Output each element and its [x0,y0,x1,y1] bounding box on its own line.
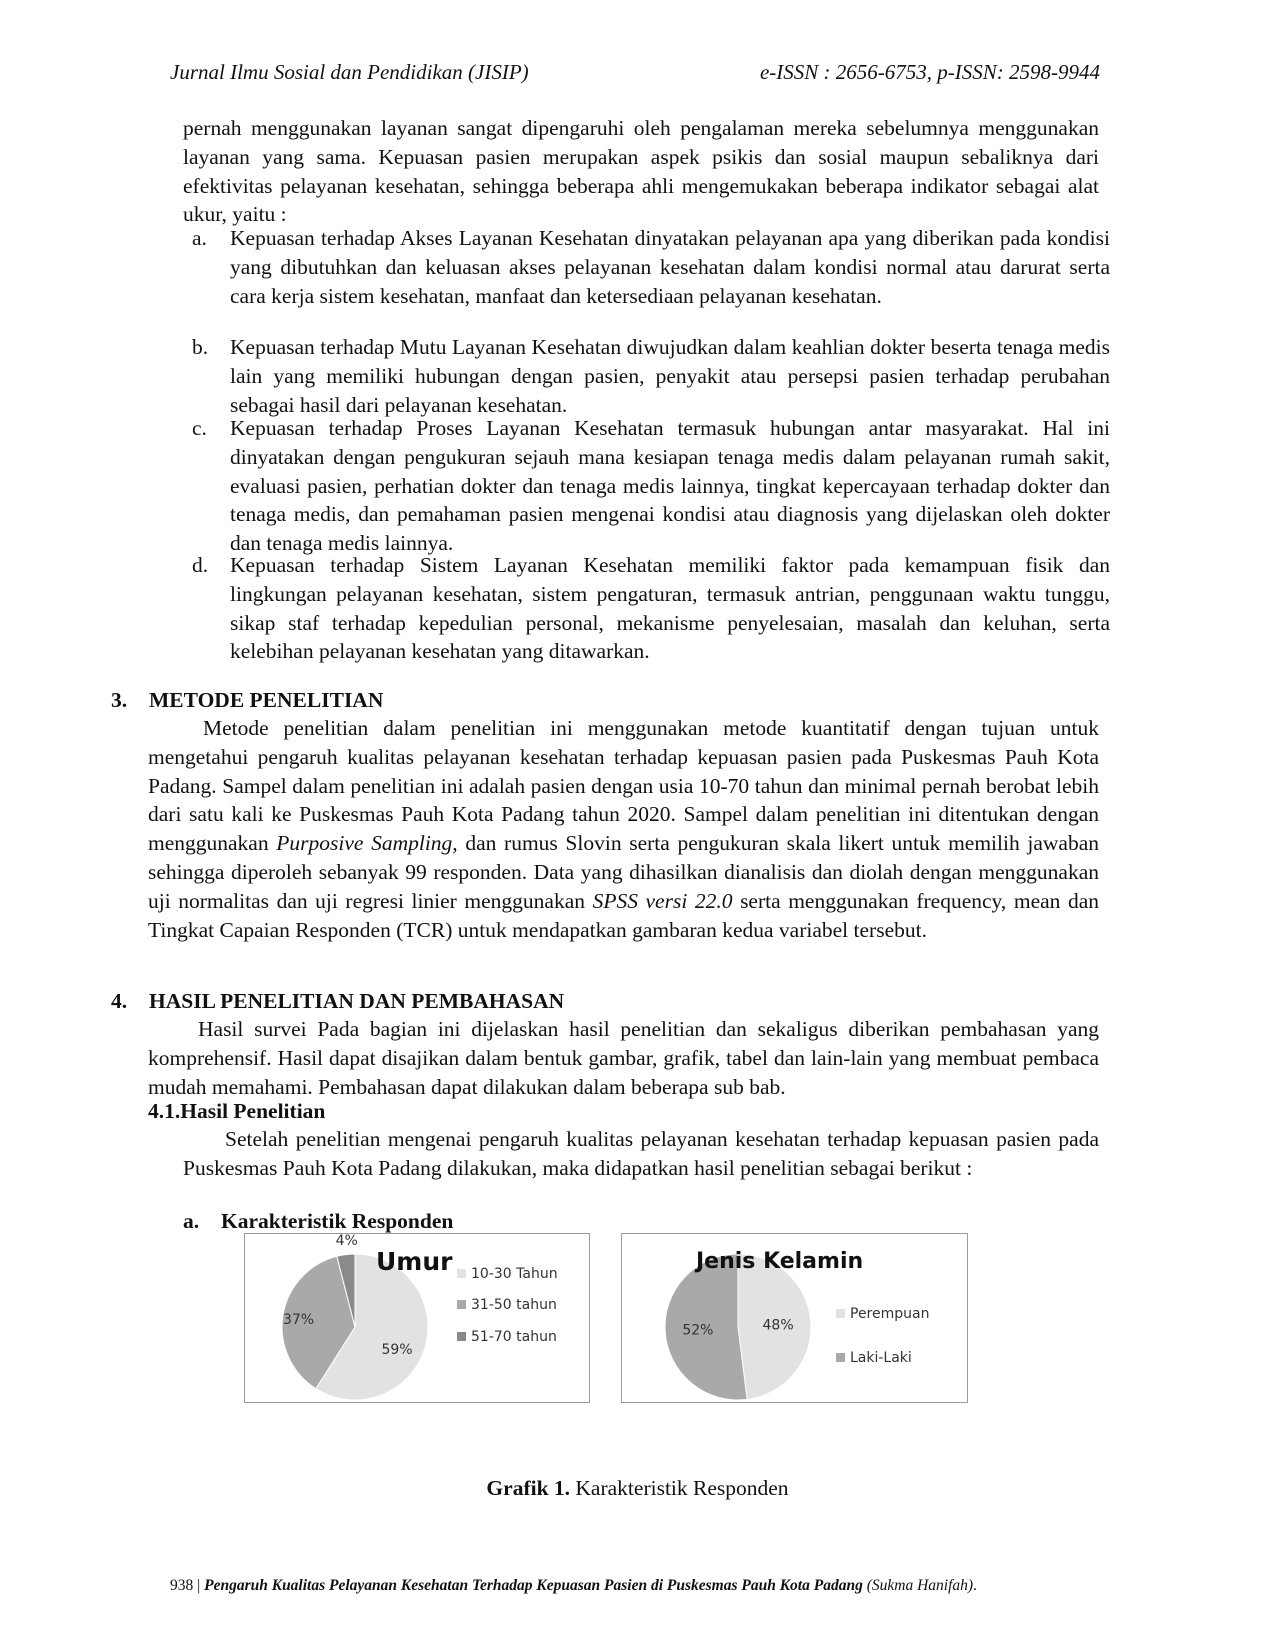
spss-version: SPSS versi 22.0 [592,888,733,913]
page-number: 938 [170,1577,194,1594]
data-label-1: 52% [682,1322,714,1339]
legend-swatch-1 [836,1353,845,1362]
legend-entry-0: 10-30 Tahun [471,1266,558,1282]
intro-paragraph: pernah menggunakan layanan sangat dipengaruhi oleh pengalaman mereka sebelumnya menggunakan layanan yang sama. Kepuasan pasien merupakan aspek psikis dan sosial maupun sebaliknya dari efektivitas pelayanan kesehatan, sehingga beberapa ahli mengemukakan beberapa indikator sebagai alat ukur, yaitu : [183,116,1099,227]
data-label-1: 37% [282,1312,315,1329]
chart-jenis-kelamin [621,1233,968,1403]
list-marker: a. [192,226,207,250]
section-number: 4. [111,989,128,1013]
list-text: Kepuasan terhadap Sistem Layanan Kesehatan memiliki faktor pada kemampuan fisik dan lingkungan pelayanan kesehatan, sistem pengaturan, termasuk antrian, penggunaan waktu tunggu, sikap staf terhadap kepedulian personal, mekanisme penyelesaian, masalah dan keluhan, serta kelebihan pelayanan kesehatan yang ditawarkan. [230,553,1110,664]
section-title: METODE PENELITIAN [149,688,384,712]
list-text: Kepuasan terhadap Mutu Layanan Kesehatan diwujudkan dalam keahlian dokter beserta tenaga medis lain yang memiliki hubungan dengan pasien, penyakit atau persepsi pasien terhadap perubahan sebagai hasil dari pelayanan kesehatan. [230,335,1110,417]
footer-article-title: Pengaruh Kualitas Pelayanan Kesehatan Terhadap Kepuasan Pasien di Puskesmas Pauh Kota Padang [204,1577,863,1594]
page-footer: 938 | Pengaruh Kualitas Pelayanan Kesehatan Terhadap Kepuasan Pasien di Puskesmas Pauh Kota Padang (Sukma Hanifah). [170,1577,977,1594]
footer-author: (Sukma Hanifah) [866,1577,974,1594]
section-title: HASIL PENELITIAN DAN PEMBAHASAN [149,989,565,1013]
pie-chart-jenis-kelamin [622,1234,967,1402]
subsection-marker: a. [183,1209,200,1233]
legend-swatch-1 [457,1300,466,1309]
caption-label: Grafik 1. [486,1476,571,1500]
list-text: Kepuasan terhadap Akses Layanan Kesehatan dinyatakan pelayanan apa yang diberikan pada kondisi yang dibutuhkan dan keluasan akses pelayanan kesehatan dalam kondisi normal atau darurat serta cara kerja sistem kesehatan, manfaat dan ketersediaan pelayanan kesehatan. [230,226,1110,308]
running-header [170,60,1100,85]
journal-name: Jurnal Ilmu Sosial dan Pendidikan (JISIP) [170,60,529,84]
data-label-2: 4% [335,1234,358,1249]
legend-swatch-2 [457,1332,466,1341]
subsection-a-heading [183,1207,453,1236]
purposive-sampling: Purposive Sampling, [276,831,458,856]
subsection-4-1-paragraph: Setelah penelitian mengenai pengaruh kualitas pelayanan kesehatan terhadap kepuasan pasien pada Puskesmas Pauh Kota Padang dilakukan, maka didapatkan hasil penelitian sebagai berikut : [183,1127,1099,1180]
legend-swatch-0 [836,1309,845,1318]
figure-caption [0,1476,1275,1501]
list-marker: d. [192,553,209,577]
chart-title: Jenis Kelamin [696,1249,864,1274]
section-4-paragraph: Hasil survei Pada bagian ini dijelaskan hasil penelitian dan sekaligus diberikan pembahasan yang komprehensif. Hasil dapat disajikan dalam bentuk gambar, grafik, tabel dan lain-lain yang membuat pembaca mudah memahami. Pembahasan dapat dilakukan dalam beberapa sub bab. [148,1017,1099,1099]
legend-entry-2: 51-70 tahun [471,1329,557,1345]
legend-entry-1: 31-50 tahun [471,1297,557,1313]
list-text: Kepuasan terhadap Proses Layanan Kesehatan termasuk hubungan antar masyarakat. Hal ini dinyatakan dengan pengukuran sejauh mana kesiapan tenaga medis dalam pelayanan rumah sakit, evaluasi pasien, perhatian dokter dan tenaga medis lainnya, tingkat kepercayaan terhadap dokter dan tenaga medis, dan pemahaman pasien mengenai kondisi atau diagnosis yang dijelaskan oleh dokter dan tenaga medis lainnya. [230,416,1110,556]
data-label-0: 59% [381,1342,413,1359]
issn: e-ISSN : 2656-6753, p-ISSN: 2598-9944 [759,60,1100,84]
legend-entry-1: Laki-Laki [850,1350,912,1366]
list-marker: b. [192,335,209,359]
data-label-0: 48% [762,1317,794,1334]
subsection-title: Karakteristik Responden [221,1209,454,1233]
section-3-heading [111,686,383,715]
legend-entry-0: Perempuan [850,1306,930,1322]
section-4-heading [111,987,564,1016]
chart-title: Umur [376,1247,453,1276]
subsection-4-1-heading: 4.1.Hasil Penelitian [148,1099,326,1123]
list-marker: c. [192,416,207,440]
section-number: 3. [111,688,128,712]
pie-chart-umur [245,1234,589,1402]
legend-swatch-0 [457,1269,466,1278]
chart-umur [244,1233,590,1403]
section-3-paragraph: Metode penelitian dalam penelitian ini menggunakan metode kuantitatif dengan tujuan untuk mengetahui pengaruh kualitas pelayanan kesehatan terhadap kepuasan pasien pada Puskesmas Pauh Kota Padang. Sampel dalam penelitian ini adalah pasien dengan usia 10-70 tahun dan minimal pernah berobat lebih dari satu kali ke Puskesmas Pauh Kota Padang tahun 2020. Sampel dalam penelitian ini ditentukan dengan menggunakan Purposive Sampling, dan rumus Slovin serta pengukuran skala likert untuk memilih jawaban sehingga diperoleh sebanyak 99 responden. Data yang dihasilkan dianalisis dan diolah dengan menggunakan uji normalitas dan uji regresi linier menggunakan SPSS versi 22.0 serta menggunakan frequency, mean dan Tingkat Capaian Responden (TCR) untuk mendapatkan gambaran kedua variabel tersebut. [148,716,1100,942]
caption-text: Karakteristik Responden [575,1476,789,1500]
